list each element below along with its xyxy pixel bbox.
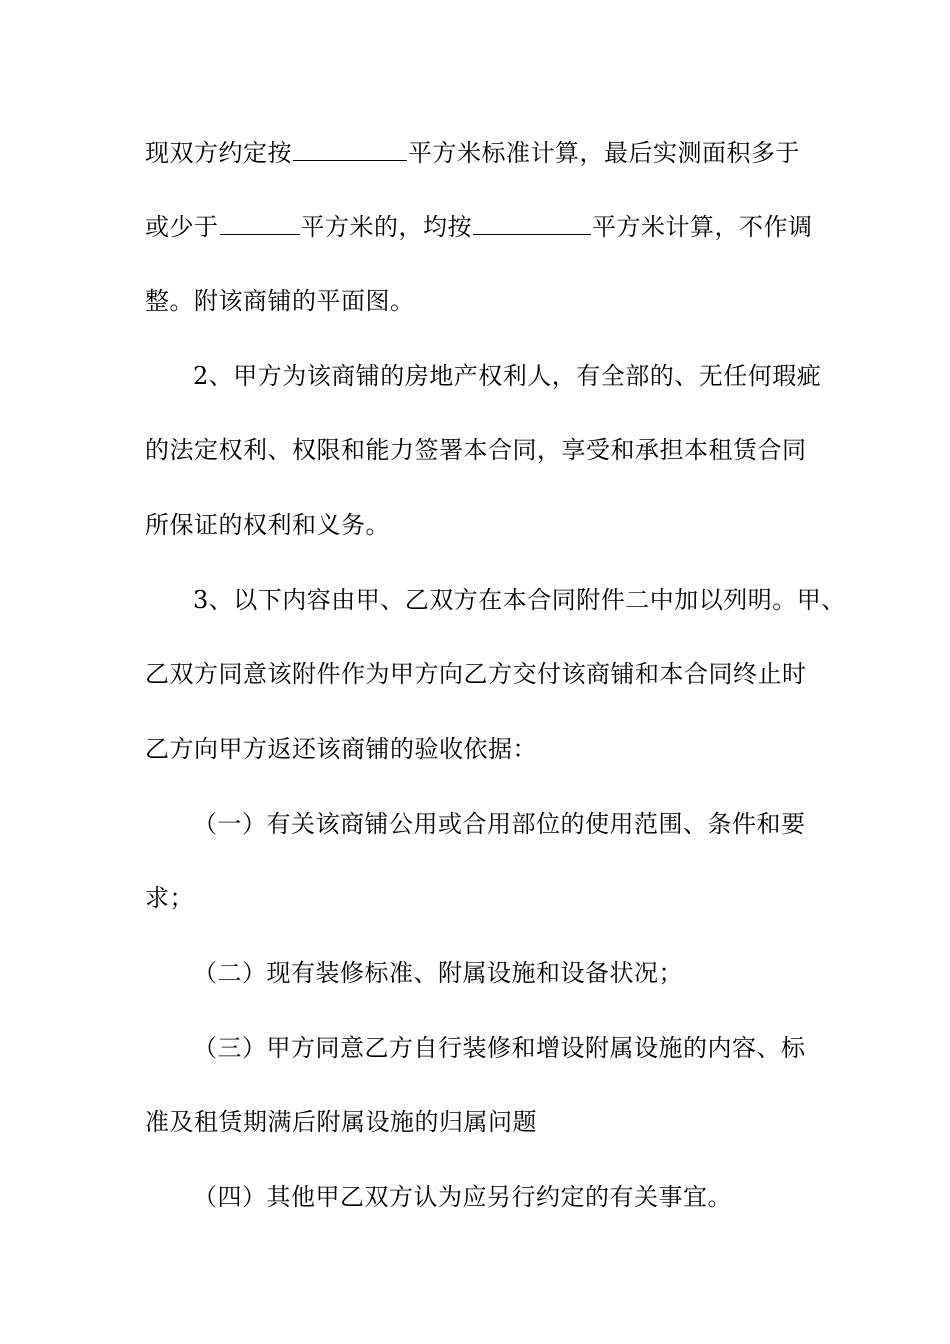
paragraph-3-line-3: 乙方向甲方返还该商铺的验收依据： xyxy=(145,735,537,763)
fill-blank-area-final xyxy=(473,212,591,235)
paragraph-1-line-1 xyxy=(145,137,800,169)
paragraph-1-line-3: 整。附该商铺的平面图。 xyxy=(145,287,415,315)
list-item-2: （二）现有装修标准、附属设施和设备状况； xyxy=(193,959,683,987)
fill-blank-area-standard xyxy=(293,138,407,161)
list-item-4: （四）其他甲乙双方认为应另行约定的有关事宜。 xyxy=(193,1183,732,1211)
list-item-3-line-1: （三）甲方同意乙方自行装修和增设附属设施的内容、标 xyxy=(193,1034,806,1062)
text-segment: 平方米计算，不作调 xyxy=(592,213,813,241)
text-segment: 平方米标准计算，最后实测面积多于 xyxy=(408,139,800,167)
paragraph-3-line-2: 乙双方同意该附件作为甲方向乙方交付该商铺和本合同终止时 xyxy=(145,660,807,688)
fill-blank-area-tolerance xyxy=(220,212,300,235)
text-segment: 平方米的，均按 xyxy=(300,213,472,241)
paragraph-2-line-1: 2、甲方为该商铺的房地产权利人，有全部的、无任何瑕疵 xyxy=(193,362,822,390)
paragraph-2-line-3: 所保证的权利和义务。 xyxy=(145,511,390,539)
list-item-1-line-1: （一）有关该商铺公用或合用部位的使用范围、条件和要 xyxy=(193,810,806,838)
paragraph-1-line-2 xyxy=(145,211,813,243)
text-segment: 或少于 xyxy=(145,213,219,241)
text-segment: 现双方约定按 xyxy=(145,139,292,167)
list-item-3-line-2: 准及租赁期满后附属设施的归属问题 xyxy=(145,1108,537,1136)
paragraph-3-line-1: 3、以下内容由甲、乙双方在本合同附件二中加以列明。甲、 xyxy=(193,586,846,614)
paragraph-2-line-2: 的法定权利、权限和能力签署本合同，享受和承担本租赁合同 xyxy=(145,436,807,464)
list-item-1-line-2: 求； xyxy=(145,884,194,912)
